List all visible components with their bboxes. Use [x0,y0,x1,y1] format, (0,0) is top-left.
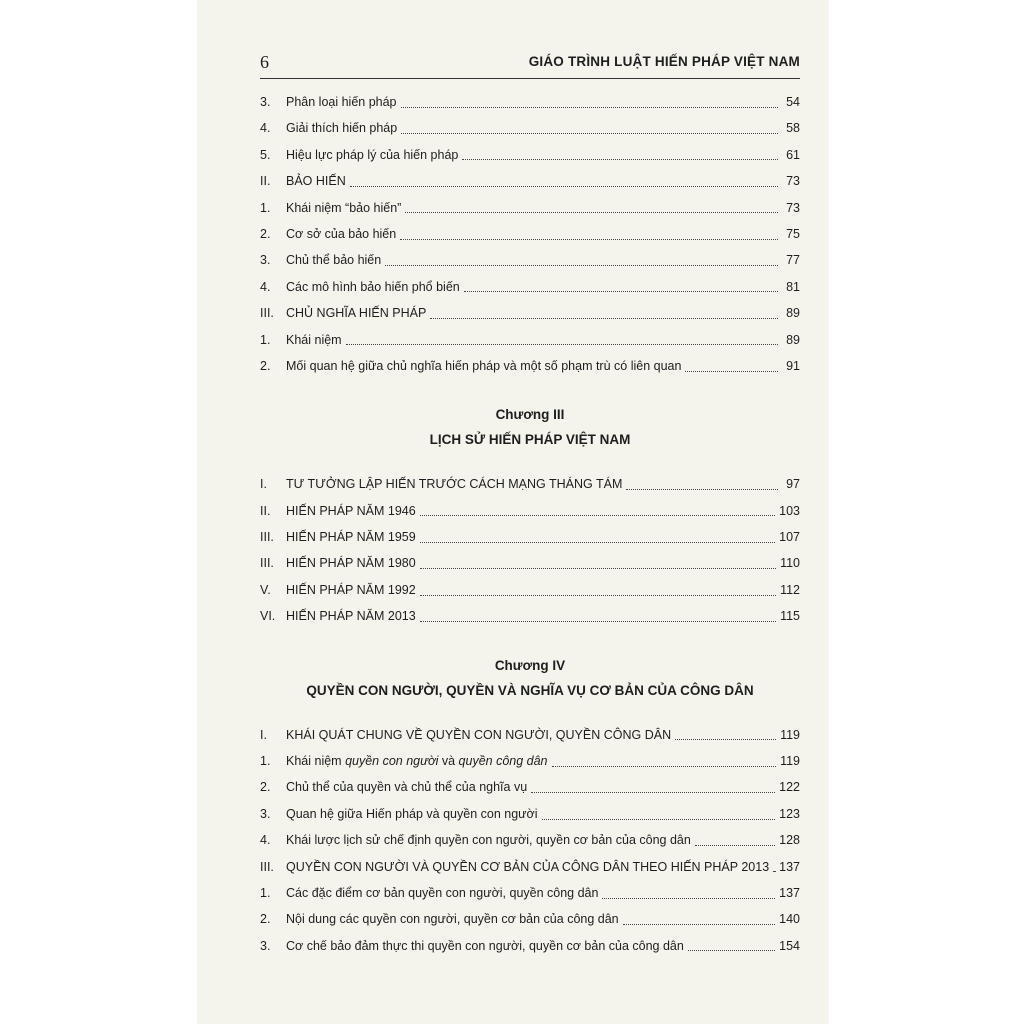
entry-title: Chủ thể của quyền và chủ thể của nghĩa vụ [286,780,528,795]
entry-page-number: 137 [779,859,800,874]
entry-number: 4. [260,121,271,136]
entry-page-number: 75 [786,226,800,241]
entry-page-number: 73 [786,200,800,215]
entry-page-number: 112 [780,582,800,597]
toc-entry [260,221,800,247]
entry-number: 3. [260,253,271,268]
entry-title: Giải thích hiến pháp [286,121,398,136]
dot-leader [773,871,775,872]
toc-entry [260,933,800,959]
entry-number: III. [260,530,274,545]
entry-title: TƯ TƯỞNG LẬP HIẾN TRƯỚC CÁCH MẠNG THÁNG TÁM [286,477,623,492]
entry-title: KHÁI QUÁT CHUNG VỀ QUYỀN CON NGƯỜI, QUYỀN CÔNG DÂN [286,727,672,742]
entry-title: Nội dung các quyền con người, quyền cơ bản của công dân [286,912,619,927]
entry-number: V. [260,582,271,597]
toc-entry [260,115,800,141]
toc-entry [260,722,800,748]
entry-number: 1. [260,332,271,347]
entry-number: 2. [260,780,271,795]
toc-entry [260,498,800,524]
dot-leader [430,318,778,319]
toc-section-1 [260,89,800,379]
entry-number: II. [260,174,271,189]
entry-page-number: 119 [780,727,800,742]
toc-entry [260,300,800,326]
entry-page-number: 91 [786,358,800,373]
page-header [260,50,800,79]
entry-page-number: 89 [786,306,800,321]
dot-leader [405,212,778,213]
dot-leader [552,766,777,767]
chapter-4-heading [260,654,800,704]
entry-title: HIẾN PHÁP NĂM 2013 [286,609,416,624]
entry-title: Khái niệm [286,332,342,347]
entry-page-number: 123 [779,806,800,821]
entry-page-number: 54 [786,95,800,109]
entry-number: 1. [260,754,271,769]
dot-leader [401,133,778,134]
dot-leader [420,595,776,596]
entry-page-number: 97 [786,477,800,492]
dot-leader [675,739,776,740]
dot-leader [531,792,775,793]
entry-number: II. [260,503,271,518]
toc-entry [260,353,800,379]
dot-leader [400,239,778,240]
dot-leader [688,950,775,951]
toc-entry [260,603,800,629]
chapter-title: QUYỀN CON NGƯỜI, QUYỀN VÀ NGHĨA VỤ CƠ BẢN CỦA CÔNG DÂN [306,682,754,698]
entry-page-number: 89 [786,332,800,347]
dot-leader [685,371,778,372]
toc-entry [260,854,800,880]
entry-title: HIẾN PHÁP NĂM 1959 [286,530,416,545]
entry-title: HIẾN PHÁP NĂM 1946 [286,503,416,518]
dot-leader [401,107,778,108]
entry-number: 2. [260,226,271,241]
chapter-label: Chương IV [494,657,566,673]
dot-leader [623,924,776,925]
toc-entry [260,774,800,800]
entry-number: 5. [260,147,271,162]
entry-number: 2. [260,912,271,927]
entry-number: III. [260,306,274,321]
toc-chapter-4 [260,722,800,960]
toc-entry [260,168,800,194]
toc-entry [260,748,800,774]
dot-leader [695,845,775,846]
entry-title: Khái niệm quyền con người và quyền công dân [286,754,548,769]
toc-entry [260,327,800,353]
entry-page-number: 61 [786,147,800,162]
entry-title: Mối quan hệ giữa chủ nghĩa hiến pháp và một số phạm trù có liên quan [286,358,682,373]
entry-page-number: 154 [779,938,800,953]
entry-page-number: 73 [786,174,800,189]
toc-content [260,50,800,959]
entry-number: 2. [260,358,271,373]
entry-number: 3. [260,95,271,109]
entry-title: Quan hệ giữa Hiến pháp và quyền con người [286,806,538,821]
toc-chapter-3 [260,471,800,629]
entry-number: 3. [260,938,271,953]
entry-number: 4. [260,833,271,848]
entry-page-number: 107 [779,530,800,545]
dot-leader [542,819,776,820]
entry-title: Các mô hình bảo hiến phổ biến [286,279,460,294]
chapter-title: LỊCH SỬ HIẾN PHÁP VIỆT NAM [429,432,631,448]
entry-title: Phân loại hiến pháp [286,95,397,109]
dot-leader [462,159,778,160]
toc-entry [260,827,800,853]
running-title: GIÁO TRÌNH LUẬT HIẾN PHÁP VIỆT NAM [528,54,800,69]
chapter-3-heading [260,403,800,453]
entry-page-number: 110 [780,556,800,571]
entry-number: III. [260,556,274,571]
entry-title: Khái niệm “bảo hiến” [286,200,402,215]
chapter-label: Chương III [495,407,565,423]
dot-leader [420,621,776,622]
entry-page-number: 119 [780,754,800,769]
toc-entry [260,550,800,576]
entry-page-number: 115 [780,609,800,624]
entry-page-number: 140 [779,912,800,927]
entry-number: 1. [260,885,271,900]
entry-page-number: 128 [779,833,800,848]
toc-entry [260,801,800,827]
page-number: 6 [260,52,269,72]
toc-entry [260,195,800,221]
entry-page-number: 103 [779,503,800,518]
dot-leader [420,515,775,516]
entry-title: HIẾN PHÁP NĂM 1980 [286,556,416,571]
entry-page-number: 137 [779,885,800,900]
toc-entry [260,906,800,932]
toc-entry [260,471,800,497]
entry-page-number: 77 [786,253,800,268]
entry-title: BẢO HIẾN [286,174,346,189]
entry-number: 3. [260,806,271,821]
entry-page-number: 81 [786,279,800,294]
entry-number: III. [260,859,274,874]
entry-title: Khái lược lịch sử chế định quyền con người, quyền cơ bản của công dân [286,833,691,848]
entry-title: Chủ thể bảo hiến [286,253,382,268]
dot-leader [464,291,778,292]
entry-number: I. [260,477,267,492]
toc-entry [260,274,800,300]
dot-leader [350,186,778,187]
entry-title: Hiệu lực pháp lý của hiến pháp [286,147,459,162]
entry-title: Cơ chế bảo đảm thực thi quyền con người, quyền cơ bản của công dân [286,938,684,953]
entry-title: QUYỀN CON NGƯỜI VÀ QUYỀN CƠ BẢN CỦA CÔNG DÂN THEO HIẾN PHÁP 2013 [286,859,770,874]
dot-leader [420,568,776,569]
entry-title: CHỦ NGHĨA HIẾN PHÁP [286,306,427,321]
toc-entry [260,89,800,115]
entry-number: 4. [260,279,271,294]
dot-leader [626,489,778,490]
toc-entry [260,247,800,273]
entry-number: 1. [260,200,271,215]
entry-page-number: 58 [786,121,800,136]
entry-title: Cơ sở của bảo hiến [286,226,397,241]
entry-title: Các đặc điểm cơ bản quyền con người, quyền công dân [286,885,599,900]
entry-number: I. [260,727,267,742]
entry-page-number: 122 [779,780,800,795]
dot-leader [346,344,778,345]
dot-leader [385,265,778,266]
toc-entry [260,142,800,168]
toc-entry [260,577,800,603]
dot-leader [420,542,775,543]
dot-leader [602,898,775,899]
entry-number: VI. [260,609,276,624]
toc-entry [260,880,800,906]
entry-title: HIẾN PHÁP NĂM 1992 [286,582,416,597]
toc-entry [260,524,800,550]
